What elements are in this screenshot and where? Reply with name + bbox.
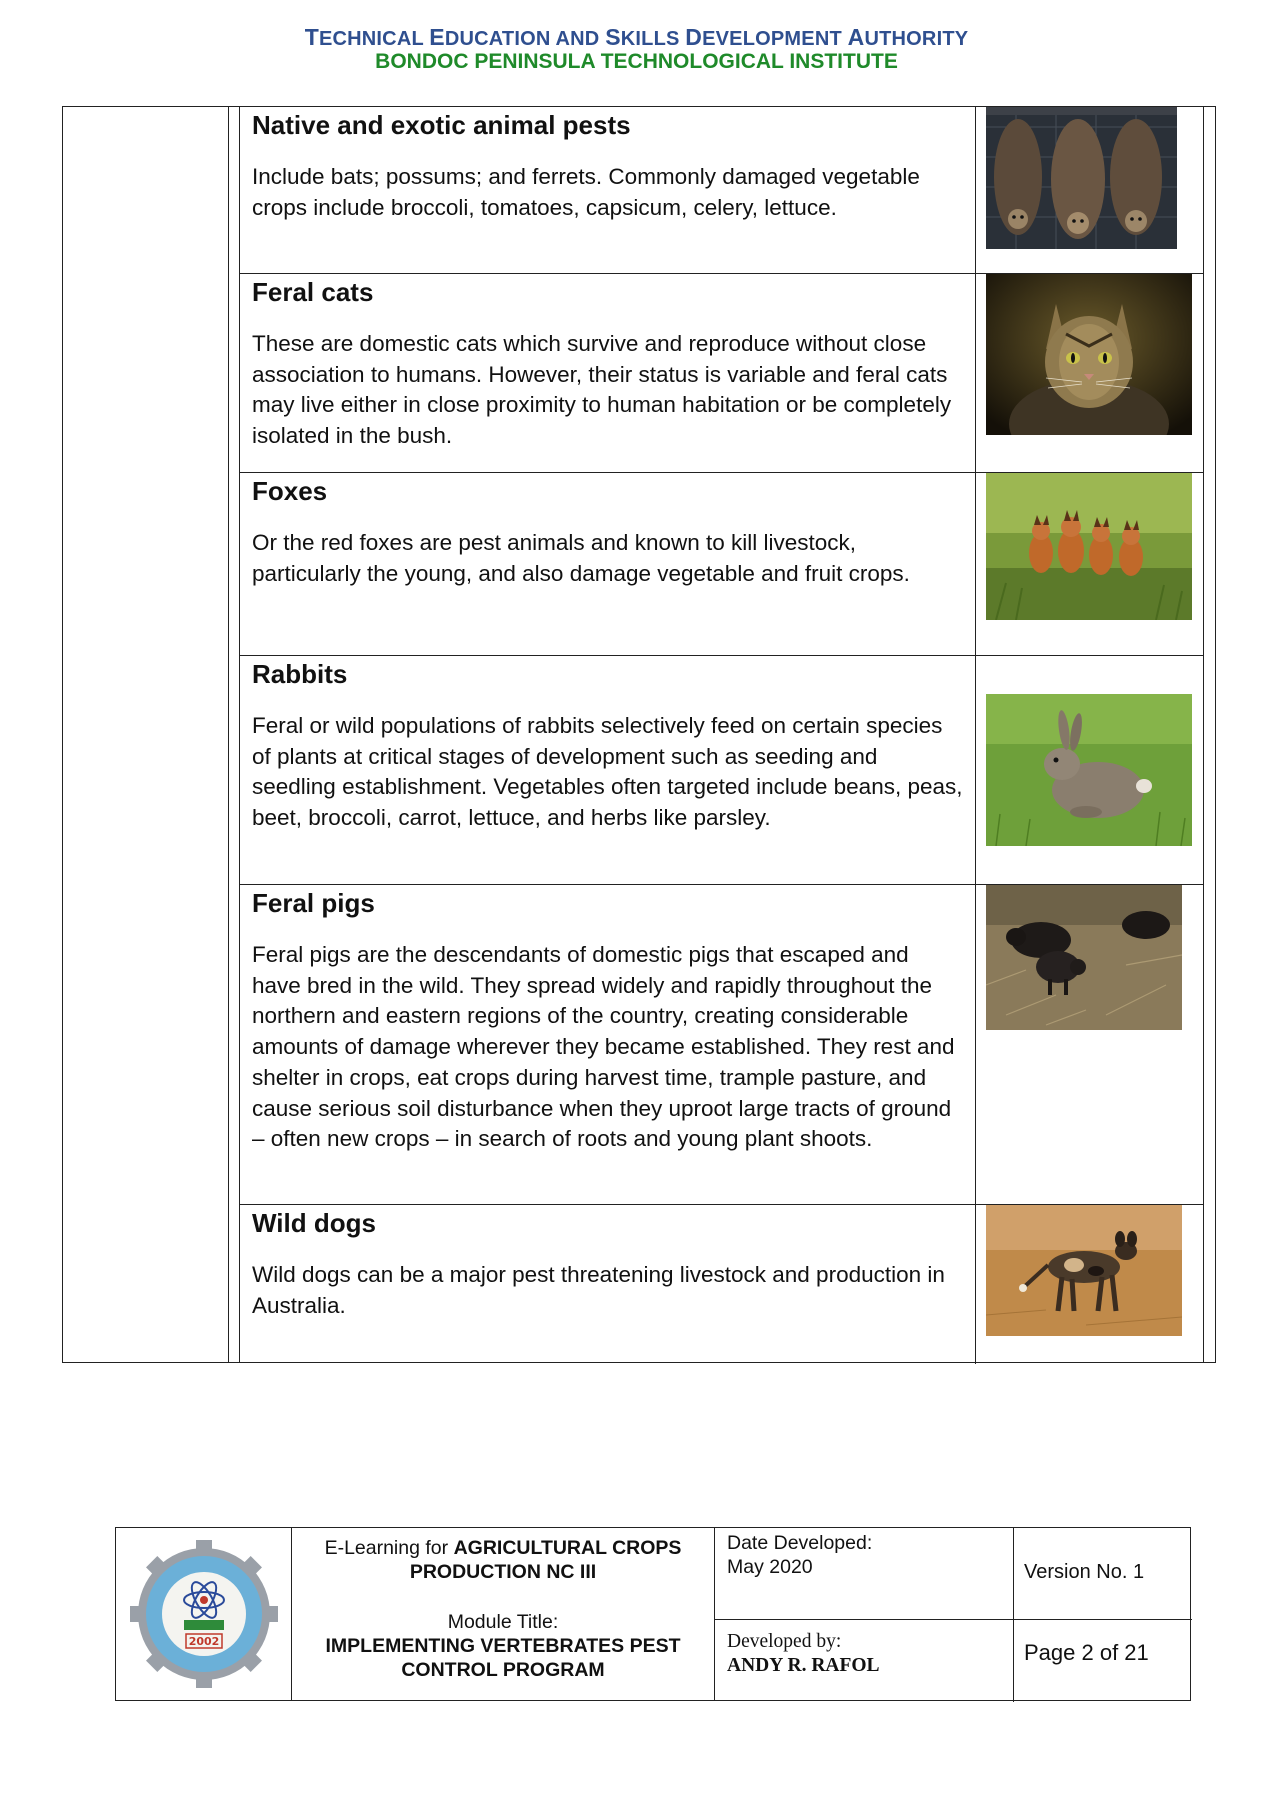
pest-text-cell [240,1205,976,1364]
pest-text-cell [240,274,976,472]
feral-pigs-photo [986,885,1182,1030]
pest-row [240,885,1203,1205]
course-name: AGRICULTURAL CROPS PRODUCTION NC III [409,1537,682,1583]
pest-description: Feral or wild populations of rabbits selectively feed on certain species of plants at critical stages of development such as seeding and seedling establishment. Vegetables often targeted include beans, peas, beet, broccoli, carrot, lettuce, and herbs like parsley. [252,713,963,831]
pest-description: Feral pigs are the descendants of domestic pigs that escaped and have bred in the wild. They spread widely and rapidly throughout the northern and eastern regions of the country, creating considerable amounts of damage wherever they became established. They rest and shelter in crops, eat crops during harvest time, trample pasture, and cause serious soil disturbance when they uproot large tracts of ground – often new crops – in search of roots and young plant shoots. [252,942,955,1152]
pest-image-cell [976,885,1203,1204]
feral-cat-photo [986,274,1192,435]
institute-title: BONDOC PENINSULA TECHNOLOGICAL INSTITUTE [375,50,898,73]
pest-image-cell [976,1205,1203,1364]
pest-table [239,106,1204,1363]
pest-image-cell [976,656,1203,884]
foxes-photo [986,473,1192,620]
pest-row [240,1205,1203,1364]
pest-text-cell [240,656,976,884]
version-number: Version No. 1 [1024,1561,1145,1583]
date-value: May 2020 [727,1556,813,1578]
pest-title: Native and exotic animal pests [252,110,631,140]
column-divider [228,106,229,1363]
pest-row [240,274,1203,473]
pest-description: Include bats; possums; and ferrets. Commonly damaged vegetable crops include broccoli, tomatoes, capsicum, celery, lettuce. [252,164,920,220]
institute-logo [128,1538,280,1690]
footer-table [115,1527,1191,1701]
pest-title: Foxes [252,476,328,506]
date-label: Date Developed: [727,1532,873,1554]
version-cell [1014,1528,1192,1620]
authority-title: TECHNICAL EDUCATION AND SKILLS DEVELOPMENT AUTHORITY [304,24,969,50]
page-cell [1014,1620,1192,1702]
developer-label: Developed by: [727,1631,842,1652]
course-cell [292,1528,715,1700]
developer-cell [715,1620,1014,1702]
wild-dog-photo [986,1205,1182,1336]
logo-cell [116,1528,292,1700]
pest-text-cell [240,885,976,1204]
pest-title: Rabbits [252,659,348,689]
course-line [292,1536,714,1584]
rabbit-photo [986,694,1192,846]
pest-row [240,656,1203,885]
pest-description: These are domestic cats which survive and reproduce without close association to humans. However, their status is variable and feral cats may live either in close proximity to human habitation or be completely isolated in the bush. [252,331,952,449]
pest-title: Feral pigs [252,888,375,918]
bats-photo [986,107,1177,249]
pest-image-cell [976,473,1203,655]
pest-text-cell [240,107,976,273]
pest-image-cell [976,274,1203,472]
page-number: Page 2 of 21 [1024,1640,1149,1665]
pest-title: Wild dogs [252,1208,376,1238]
pest-description: Or the red foxes are pest animals and known to kill livestock, particularly the young, and also damage vegetable and fruit crops. [252,530,910,586]
module-label: Module Title: [447,1611,559,1633]
course-prefix: E-Learning for [324,1537,454,1559]
date-cell [715,1528,1014,1620]
pest-row [240,107,1203,274]
pest-title: Feral cats [252,277,374,307]
pest-text-cell [240,473,976,655]
pest-description: Wild dogs can be a major pest threatening livestock and production in Australia. [252,1262,945,1318]
developer-name: ANDY R. RAFOL [727,1655,880,1676]
pest-image-cell [976,107,1203,273]
pest-row [240,473,1203,656]
logo-year: 2002 [188,1635,220,1648]
module-title: IMPLEMENTING VERTEBRATES PEST CONTROL PROGRAM [325,1635,681,1681]
